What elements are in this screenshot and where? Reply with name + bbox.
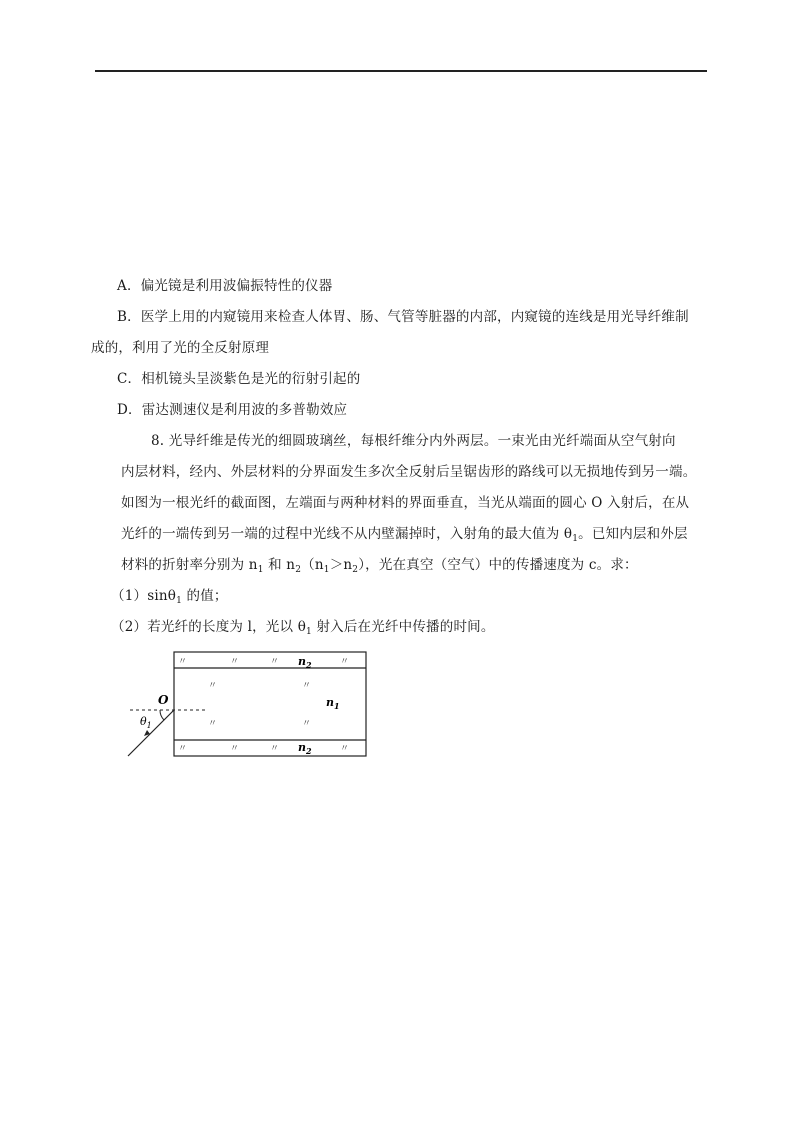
option-c: C．相机镜头呈淡紫色是光的衍射引起的 xyxy=(117,371,361,387)
hatch-mark: 〃 xyxy=(270,744,280,754)
hatch-mark: 〃 xyxy=(178,657,188,667)
question-8-line3: 如图为一根光纤的截面图，左端面与两种材料的界面垂直，当光从端面的圆心 O 入射后，在从 xyxy=(121,495,690,511)
hatch-mark: 〃 xyxy=(302,681,312,691)
hatch-mark: 〃 xyxy=(208,719,218,729)
hatch-mark: 〃 xyxy=(178,744,188,754)
question-8-line2: 内层材料，经内、外层材料的分界面发生多次全反射后呈锯齿形的路线可以无损地传到另一端。 xyxy=(121,464,697,480)
hatch-mark: 〃 xyxy=(302,719,312,729)
hatch-mark: 〃 xyxy=(230,744,240,754)
question-8-line5: 材料的折射率分别为 $n_1$ 和 $n_2(n_1>n_2)$，光在真空（空气）中的传播速度为 c。求： xyxy=(121,557,638,575)
label-o: O xyxy=(158,693,169,707)
label-n1: $n_1$ xyxy=(326,696,340,711)
hatch-mark: 〃 xyxy=(208,681,218,691)
header-rule xyxy=(95,70,707,72)
option-b-line1: B．医学上用的内窥镜用来检查人体胃、肠、气管等脏器的内部，内窥镜的连线是用光导纤维制 xyxy=(117,309,689,325)
optical-fiber-diagram xyxy=(120,650,370,762)
question-8-line4: 光纤的一端传到另一端的过程中光线不从内壁漏掉时，入射角的最大值为 $\theta_1$。已知内层和外层 xyxy=(121,526,688,544)
label-n2-bottom: $n_2$ xyxy=(298,741,312,756)
option-d: D．雷达测速仪是利用波的多普勒效应 xyxy=(117,402,348,418)
label-theta: $\theta_1$ xyxy=(140,715,152,730)
label-n2-top: $n_2$ xyxy=(298,655,312,670)
hatch-mark: 〃 xyxy=(270,657,280,667)
angle-arc xyxy=(160,710,164,720)
sub-question-2: （2）若光纤的长度为 l，光以 $\theta_1$ 射入后在光纤中传播的时间。 xyxy=(111,619,495,637)
incident-ray xyxy=(128,710,174,756)
hatch-mark: 〃 xyxy=(340,744,350,754)
option-a: A．偏光镜是利用波偏振特性的仪器 xyxy=(117,278,333,294)
hatch-mark: 〃 xyxy=(230,657,240,667)
question-8-line1: 8. 光导纤维是传光的细圆玻璃丝，每根纤维分内外两层。一束光由光纤端面从空气射向 xyxy=(151,433,676,449)
hatch-mark: 〃 xyxy=(340,657,350,667)
sub-question-1: （1）sinθ$_1$ 的值； xyxy=(111,588,228,606)
option-b-line2: 成的，利用了光的全反射原理 xyxy=(91,340,270,356)
